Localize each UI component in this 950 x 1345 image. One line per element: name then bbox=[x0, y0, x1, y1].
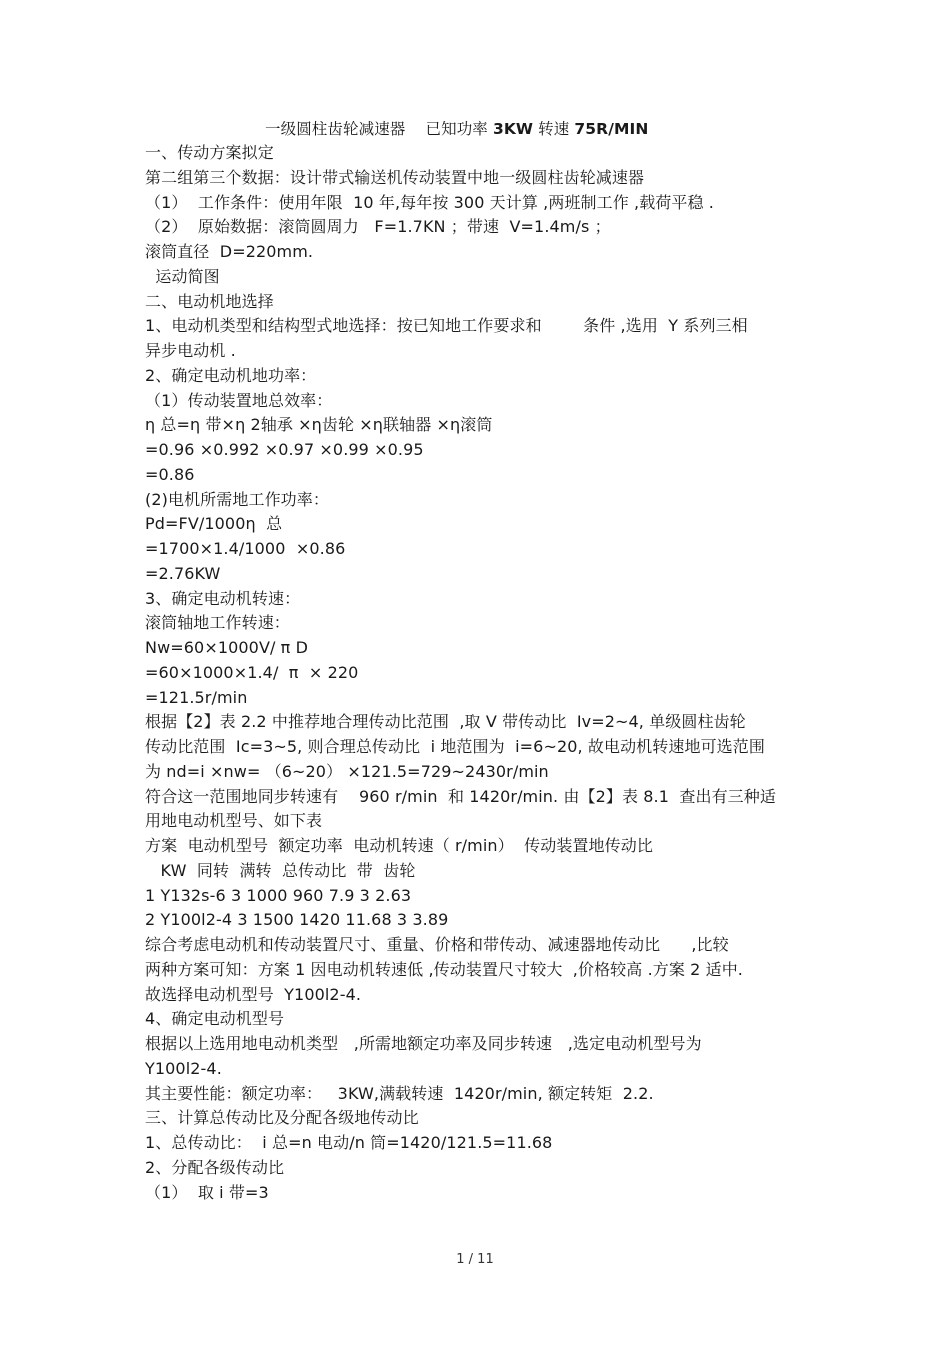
body-line: =0.96 ×0.992 ×0.97 ×0.99 ×0.95 bbox=[145, 440, 424, 459]
body-line: 方案 电动机型号 额定功率 电动机转速（ r/min） 传动装置地传动比 bbox=[145, 836, 653, 855]
body-line: 2 Y100l2-4 3 1500 1420 11.68 3 3.89 bbox=[145, 910, 449, 930]
body-line: 根据【2】表 2.2 中推荐地合理传动比范围 ,取 V 带传动比 Iv=2~4, 单级圆柱齿轮 bbox=[145, 712, 746, 732]
body-line: 1、总传动比： i 总=n 电动/n 筒=1420/121.5=11.68 bbox=[145, 1133, 553, 1152]
body-line: 滚筒轴地工作转速： bbox=[145, 613, 290, 633]
body-line: 运动简图 bbox=[145, 266, 220, 286]
body-line: 传动比范围 Ic=3~5, 则合理总传动比 i 地范围为 i=6~20, 故电动机转速地可选范围 bbox=[145, 737, 765, 756]
body-line: 符合这一范围地同步转速有 960 r/min 和 1420r/min. 由【2】表 8.1 查出有三种适 bbox=[145, 786, 776, 806]
body-line: 2、确定电动机地功率： bbox=[145, 365, 317, 385]
body-line: （1） 工作条件：使用年限 10 年,每年按 300 天计算 ,两班制工作 ,载荷平稳 . bbox=[145, 192, 714, 212]
body-line: （1）传动装置地总效率： bbox=[145, 390, 333, 410]
body-line: 其主要性能：额定功率： 3KW,满载转速 1420r/min, 额定转矩 2.2. bbox=[145, 1083, 654, 1103]
body-line: 两种方案可知：方案 1 因电动机转速低 ,传动装置尺寸较大 ,价格较高 .方案 2 适中. bbox=[145, 959, 743, 979]
body-line: (2)电机所需地工作功率： bbox=[145, 489, 329, 509]
body-line: 3、确定电动机转速： bbox=[145, 588, 301, 608]
body-line: 异步电动机 . bbox=[145, 341, 236, 360]
body-line: Nw=60×1000V/ π D bbox=[145, 638, 309, 657]
title-speed: 75R/MIN bbox=[574, 120, 649, 138]
body-line: 综合考虑电动机和传动装置尺寸、重量、价格和带传动、减速器地传动比 ,比较 bbox=[145, 935, 729, 954]
body-line: 三、计算总传动比及分配各级地传动比 bbox=[145, 1108, 419, 1128]
page-number: 1 / 11 bbox=[456, 1252, 494, 1267]
body-line: 2、分配各级传动比 bbox=[145, 1157, 285, 1177]
body-line: 1、电动机类型和结构型式地选择：按已知地工作要求和 条件 ,选用 Y 系列三相 bbox=[145, 316, 748, 336]
body-line: 第二组第三个数据：设计带式输送机传动装置中地一级圆柱齿轮减速器 bbox=[145, 167, 645, 187]
body-line: 4、确定电动机型号 bbox=[145, 1009, 285, 1029]
body-line: 为 nd=i ×nw= （6~20） ×121.5=729~2430r/min bbox=[145, 761, 549, 781]
body-line: Y100l2-4. bbox=[145, 1058, 222, 1078]
body-line: 根据以上选用地电动机类型 ,所需地额定功率及同步转速 ,选定电动机型号为 bbox=[145, 1034, 702, 1053]
body-line: =2.76KW bbox=[145, 563, 221, 583]
title-power: 3KW bbox=[492, 120, 534, 138]
document-title bbox=[265, 119, 648, 139]
title-text: 一级圆柱齿轮减速器 已知功率 bbox=[265, 120, 493, 138]
body-line: =0.86 bbox=[145, 464, 195, 484]
body-line: 滚筒直径 D=220mm. bbox=[145, 242, 314, 261]
body-line: 故选择电动机型号 Y100l2-4. bbox=[145, 984, 362, 1004]
body-line: =60×1000×1.4/ π × 220 bbox=[145, 662, 359, 682]
body-line: η 总=η 带×η 2轴承 ×η齿轮 ×η联轴器 ×η滚筒 bbox=[145, 415, 493, 435]
title-speed-label: 转速 bbox=[533, 120, 575, 138]
body-line: 一、传动方案拟定 bbox=[145, 143, 274, 162]
body-line: =121.5r/min bbox=[145, 687, 248, 707]
body-line: 二、电动机地选择 bbox=[145, 291, 274, 311]
body-line: 1 Y132s-6 3 1000 960 7.9 3 2.63 bbox=[145, 885, 412, 905]
body-line: （2） 原始数据：滚筒圆周力 F=1.7KN ；带速 V=1.4m/s ； bbox=[145, 217, 611, 237]
body-line: （1） 取 i 带=3 bbox=[145, 1182, 269, 1202]
body-line: Pd=FV/1000η 总 bbox=[145, 514, 283, 534]
body-line: 用地电动机型号、如下表 bbox=[145, 811, 323, 831]
body-line: =1700×1.4/1000 ×0.86 bbox=[145, 539, 346, 558]
body-line: KW 同转 满转 总传动比 带 齿轮 bbox=[145, 860, 416, 880]
